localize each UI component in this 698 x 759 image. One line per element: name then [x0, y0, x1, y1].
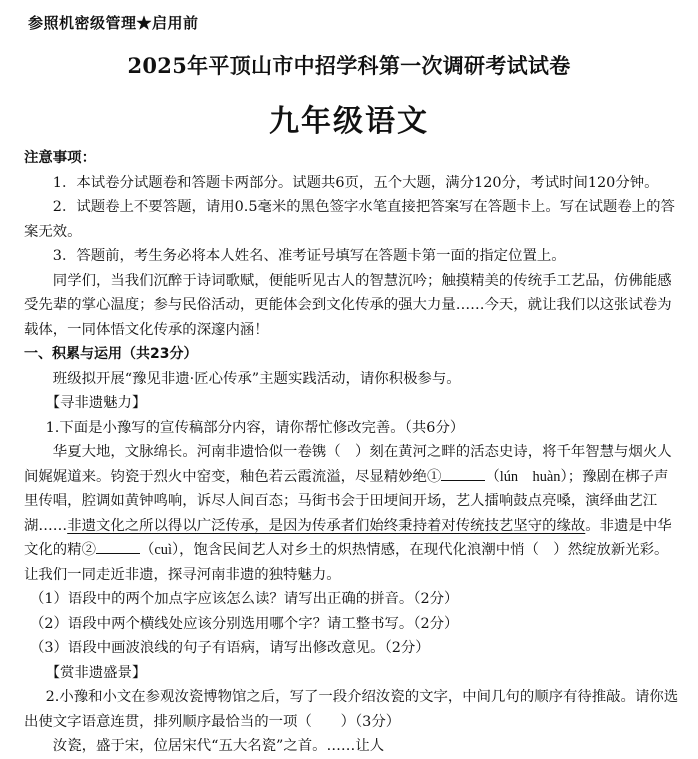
- notes-item-2: 2．试题卷上不要答题，请用0.5毫米的黑色签字水笔直接把答案写在答题卡上。写在试题卷上的答案无效。: [24, 199, 675, 240]
- passage-part-a: 华夏大地，文脉绵长。河南非遗恰似一卷镌（ ）刻在黄河之畔的活态史诗，将千年智慧与烟火人间娓娓道来。钧瓷于烈火中窑变，釉色若云霞流溢，尽显精妙绝①: [24, 444, 672, 485]
- part-1-title: 【寻非遗魅力】: [45, 395, 147, 411]
- wavy-underlined-sentence: 非遗文化之所以得以广泛传承，是因为传承者们始终秉持着对传统技艺坚守的缘故: [67, 517, 586, 534]
- intro-paragraph: 同学们，当我们沉醉于诗词歌赋，便能听见古人的智慧沉吟；触摸精美的传统手工艺品，仿佛能感受先辈的掌心温度；参与民俗活动，更能体会到文化传承的强大力量……今天，就让我们以这张试卷为载体，一同体悟文化传承的深邃内涵！: [24, 272, 672, 338]
- notes-heading: 注意事项：: [24, 149, 96, 166]
- section-1-intro: 班级拟开展“豫见非遗·匠心传承”主题实践活动，请你积极参与。: [52, 370, 461, 387]
- exam-title: 2025年平顶山市中招学科第一次调研考试试卷: [127, 53, 571, 78]
- answer-blank-2: [96, 539, 140, 554]
- exam-body: [24, 146, 682, 759]
- passage-part-c: 。非遗是中华文化的精②: [24, 517, 672, 558]
- question-2: 2.小豫和小文在参观汝瓷博物馆之后，写了一段介绍汝瓷的文字，中间几句的顺序有待推敲。请你选出使文字语意连贯，排列顺序最恰当的一项（ ）（3分）: [24, 689, 679, 730]
- sub-question-2: （2）语段中两个横线处应该分别选用哪个字？请工整书写。（2分）: [30, 615, 459, 632]
- passage: [24, 440, 682, 587]
- subject-title: 九年级语文: [269, 104, 429, 139]
- part-2-title: 【赏非遗盛景】: [45, 664, 147, 681]
- sub-question-3: （3）语段中画波浪线的句子有语病，请写出修改意见。（2分）: [30, 640, 430, 656]
- question-1: 1.下面是小豫写的宣传稿部分内容，请你帮忙修改完善。（共6分）: [45, 419, 465, 436]
- notes-item-1: 1．本试卷分试题卷和答题卡两部分。试题共6页，五个大题，满分120分，考试时间120分钟。: [52, 174, 659, 191]
- sub-question-1: （1）语段中的两个加点字应该怎么读？请写出正确的拼音。（2分）: [30, 591, 459, 607]
- question-2-text: 汝瓷，盛于宋，位居宋代“五大名瓷”之首。……让人: [52, 738, 385, 754]
- answer-blank-1: [441, 466, 485, 481]
- passage-part-d: ，饱含民间艺人对乡土的炽热情感，在现代化浪潮中悄（ ）然绽放新光彩。让我们一同走近非遗，探寻河南非遗的独特魅力。: [24, 542, 669, 583]
- pinyin-hint-2: （cuì）: [139, 542, 180, 558]
- section-1-title: 一、积累与运用（共23分）: [24, 346, 198, 362]
- notes-item-3: 3．答题前，考生务必将本人姓名、准考证号填写在答题卡第一面的指定位置上。: [52, 248, 566, 264]
- pinyin-hint-1: （lún huàn）: [485, 468, 568, 485]
- passage-part-b: ；豫剧在梆子声里传唱，腔调如黄钟鸣响，诉尽人间百态；马街书会于田埂间开场，艺人擂响鼓点亮嗓，演绎曲艺江湖……: [24, 468, 669, 534]
- confidential-label: 参照机密级管理★启用前: [28, 14, 199, 32]
